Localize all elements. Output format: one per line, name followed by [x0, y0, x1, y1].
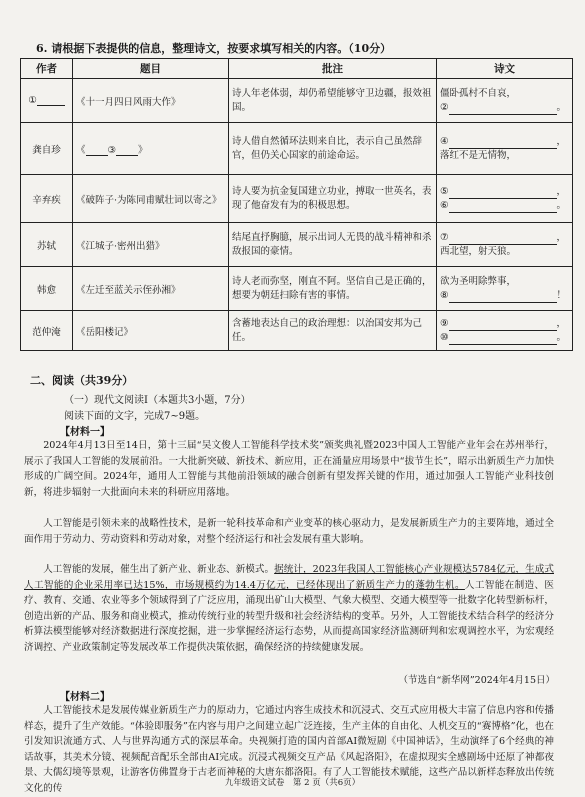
- author-cell: 辛弃疾: [21, 175, 73, 223]
- note-cell: 含蓄地表达自己的政治理想：以治国安邦为己任。: [229, 311, 437, 351]
- poem-cell: [437, 123, 573, 175]
- material-1-label: 【材料一】: [60, 427, 110, 438]
- punct: ，: [556, 231, 567, 243]
- source-note: （节选自“新华网”2024年4月15日）: [398, 675, 555, 686]
- answer-blank[interactable]: [449, 138, 557, 149]
- table-row: [21, 223, 573, 267]
- material-2-paragraph: 人工智能技术是发展传媒业新质生产力的原动力，它通过内容生成技术和沉浸式、交互式应用极大丰富了信息内容和传播样态，提升了生产效能。“体验即服务”在内容与用户之间建立起广泛连接，生产主体的自由化、人机交互的“赛博格”化，也在引发知识流通方式、人与世界沟通方式的深层革命。央视频打造的国内首部AI微短剧《中国神话》，生动演绎了6个经典的神话故事，其美术分镜、视频配音配乐全部由AI完成。沉浸式视频交互产品《风起洛阳》，在虚拟现实全感剧场中还原了神都夜景、大儒幻境等景观，让游客仿佛置身于古老而神秘的大唐东都洛阳。有了人工智能技术赋能，这些产品以新样态释放出传统文化的传: [24, 705, 554, 794]
- blank-number: ⑩: [440, 331, 449, 343]
- blank-number: ⑨: [440, 317, 449, 329]
- table-header-row: [21, 59, 573, 79]
- header-author: 作者: [21, 59, 73, 79]
- punct: ，: [556, 317, 567, 329]
- title-cell: 《左迁至蓝关示侄孙湘》: [73, 267, 229, 311]
- poem-cell: [437, 79, 573, 123]
- title-cell: [73, 123, 229, 175]
- answer-blank[interactable]: [449, 334, 557, 345]
- poem-line: 僵卧孤村不自哀，: [440, 87, 517, 99]
- note-cell: 诗人借自然循环法则来自比，表示自己虽然辞官，但仍关心国家的前途命运。: [229, 123, 437, 175]
- blank-number: ②: [440, 101, 449, 113]
- material-1-paragraph: 2024年4月13日至14日，第十三届“吴文俊人工智能科学技术奖”颁奖典礼暨2023中国人工智能产业年会在苏州举行，展示了我国人工智能的发展前沿。一大批新突破、新技术、新应用，正在涌量应用场景中“拔节生长”，昭示出新质生产力加快形成的广阔空间。2024年，通用人工智能与其他前沿领域的融合创新有望发挥关键的作用，通过加强人工智能产业科技创新，将进步辐射一大批面向未来的科研应用落地。: [24, 440, 554, 498]
- title-bracket: 》: [138, 144, 148, 156]
- blank-number: ③: [107, 144, 117, 156]
- poem-line: 西北望，射天狼。: [440, 245, 517, 257]
- title-cell: 《十一月四日风雨大作》: [73, 79, 229, 123]
- note-cell: 结尾直抒胸臆，展示出词人无畏的战斗精神和杀敌报国的豪情。: [229, 223, 437, 267]
- answer-blank[interactable]: [449, 320, 557, 331]
- blank-number: ①: [28, 95, 37, 106]
- answer-blank[interactable]: [37, 95, 65, 106]
- blank-number: ⑥: [440, 199, 449, 211]
- table-row: [21, 123, 573, 175]
- header-poem: 诗文: [437, 59, 573, 79]
- blank-number: ⑤: [440, 185, 449, 197]
- blank-number: ⑦: [440, 231, 449, 243]
- poem-line: 落红不是无情物，: [440, 149, 517, 161]
- table-row: [21, 311, 573, 351]
- paragraph-text: 人工智能在制造、医疗、教育、交通、农业等多个领域得到了广泛应用，涌现出矿山大模型、气象大模型、交通大模型等一批数字化转型新标杆，创造出新的产品、服务和商业模式，推动传统行业的转型升级和社会经济结构的变革。另外，人工智能技术结合科学的经济分析算法模型能够对经济数据进行深度挖掘，进一步掌握经济运行态势，从而提高国家经济监测研判和宏观调控水平，为宏观经济调控、产业政策制定等发展改革工作提供决策依据，确保经济的持续健康发展。: [24, 579, 555, 653]
- table-row: [21, 79, 573, 123]
- header-title: 题目: [73, 59, 229, 79]
- page-footer: 九年级语文试卷 第 2 页（共6页）: [224, 778, 361, 788]
- author-cell: 范仲淹: [21, 311, 73, 351]
- underlined-text: 据统计，2023年我国人工智能核心产业规模达5784亿元，生成式人工智能的企业采用率已达15%，市场规模约为14.4万亿元，已经体现出了新质生产力的蓬勃生机。: [24, 564, 554, 591]
- punct: 。: [556, 101, 567, 113]
- blank-number: ④: [440, 135, 449, 147]
- note-cell: 诗人要为抗金复国建立功业，搏取一世英名，表现了他奋发有为的积极思想。: [229, 175, 437, 223]
- paragraph-text: 人工智能的发展，催生出了新产业、新业态、新模式。: [43, 564, 275, 575]
- answer-blank[interactable]: [86, 145, 108, 156]
- table-row: [21, 267, 573, 311]
- answer-blank[interactable]: [449, 202, 557, 213]
- punct: ！: [556, 289, 567, 301]
- poem-cell: [437, 311, 573, 351]
- answer-blank[interactable]: [116, 145, 138, 156]
- note-cell: 诗人年老体弱，却仍希望能够守卫边疆，报效祖国。: [229, 79, 437, 123]
- author-cell: 苏轼: [21, 223, 73, 267]
- material-1-paragraph: 人工智能是引领未来的战略性技术，是新一轮科技革命和产业变革的核心驱动力，是发展新质生产力的主要阵地，通过全面作用于劳动力、劳动资料和劳动对象，对整个经济运行和社会发展有重大影响。: [24, 518, 554, 545]
- punct: 。: [556, 199, 567, 211]
- author-cell: [21, 79, 73, 123]
- answer-blank[interactable]: [449, 234, 557, 245]
- subsection-title: （一）现代文阅读Ⅰ（本题共3小题，7分）: [64, 395, 251, 406]
- answer-blank[interactable]: [449, 104, 557, 115]
- poem-line: 欲为圣明除弊事，: [440, 275, 517, 287]
- blank-number: ⑧: [440, 289, 449, 301]
- title-bracket: 《: [76, 144, 86, 156]
- reading-instruction: 阅读下面的文字，完成7~9题。: [64, 411, 206, 422]
- poem-cell: [437, 175, 573, 223]
- poetry-table: [20, 58, 573, 351]
- punct: 。: [556, 331, 567, 343]
- table-row: [21, 175, 573, 223]
- title-cell: 《江城子·密州出猎》: [73, 223, 229, 267]
- section-reading-title: 二、阅读（共39分）: [30, 374, 134, 387]
- title-cell: 《破阵子·为陈同甫赋壮词以寄之》: [73, 175, 229, 223]
- title-cell: 《岳阳楼记》: [73, 311, 229, 351]
- punct: ，: [556, 185, 567, 197]
- header-note: 批注: [229, 59, 437, 79]
- note-cell: 诗人老而弥坚，刚直不阿。坚信自己是正确的，想要为朝廷扫除有害的事情。: [229, 267, 437, 311]
- answer-blank[interactable]: [449, 292, 557, 303]
- answer-blank[interactable]: [449, 188, 557, 199]
- poem-cell: [437, 267, 573, 311]
- author-cell: 龚自珍: [21, 123, 73, 175]
- question-6-title: 6. 请根据下表提供的信息，整理诗文，按要求填写相关的内容。（10分）: [36, 42, 392, 55]
- author-cell: 韩愈: [21, 267, 73, 311]
- punct: ，: [556, 135, 567, 147]
- material-2-label: 【材料二】: [60, 692, 110, 703]
- poem-cell: [437, 223, 573, 267]
- material-1-paragraph: [24, 562, 554, 656]
